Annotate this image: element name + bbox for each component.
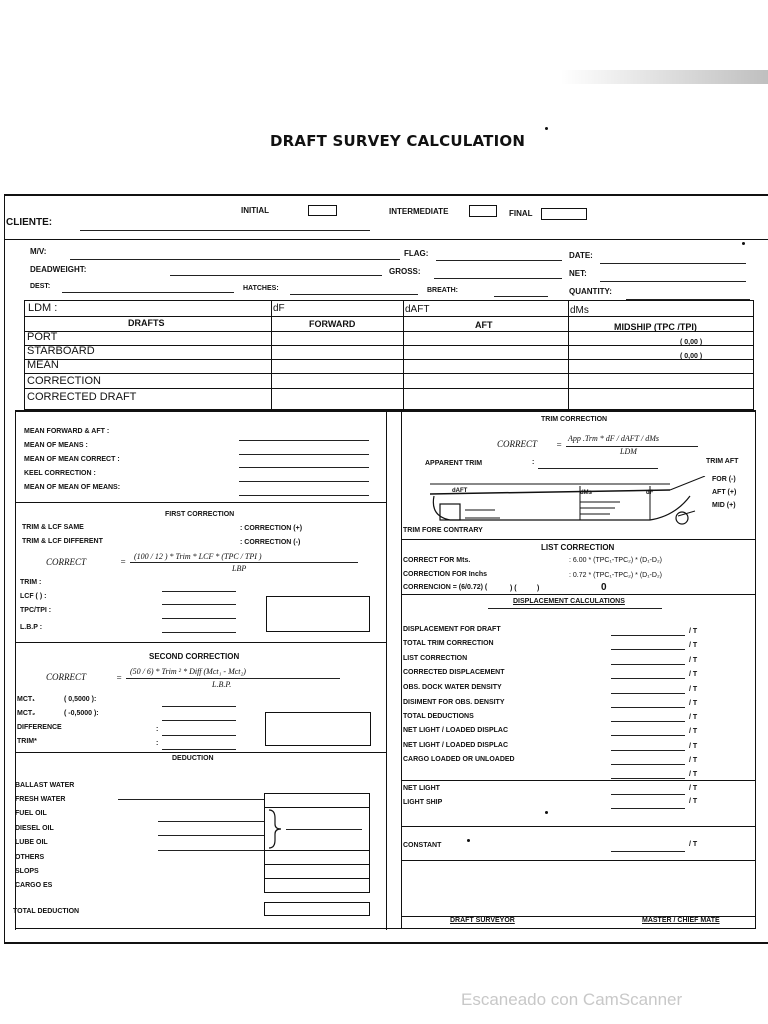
- mean-of-means: MEAN OF MEANS :: [24, 442, 88, 449]
- deduction-title: DEDUCTION: [172, 755, 214, 762]
- first-lbp-field[interactable]: [162, 632, 236, 633]
- net-light-label: NET LIGHT: [403, 785, 440, 792]
- mean-field-3[interactable]: [239, 467, 369, 468]
- disp-unit-5: / T: [689, 686, 698, 693]
- disp-item-5: OBS. DOCK WATER DENSITY: [403, 684, 502, 691]
- net-label: NET:: [569, 269, 587, 278]
- flag-label: FLAG:: [404, 249, 429, 258]
- mean-field-2[interactable]: [239, 454, 369, 455]
- row-mean: MEAN: [27, 359, 59, 371]
- flag-field[interactable]: [436, 260, 562, 261]
- initial-label: INITIAL: [241, 206, 269, 215]
- disp-field-10[interactable]: [611, 764, 685, 765]
- mean-field-5[interactable]: [239, 495, 369, 496]
- gross-label: GROSS:: [389, 267, 421, 276]
- first-lbp-label: L.B.P :: [20, 624, 43, 631]
- disp-unit-11: / T: [689, 771, 698, 778]
- correction-for-inchs: CORRECTION FOR Inchs: [403, 571, 488, 578]
- first-trim-label: TRIM :: [20, 579, 42, 586]
- disp-unit-6: / T: [689, 700, 698, 707]
- trim-correction-title: TRIM CORRECTION: [541, 416, 608, 423]
- lube-field[interactable]: [158, 850, 264, 851]
- disp-field-2[interactable]: [611, 649, 685, 650]
- diesel-field[interactable]: [158, 835, 264, 836]
- cliente-field[interactable]: [80, 230, 370, 231]
- ded-box-line-2: [264, 850, 370, 851]
- displacement-title-underline: [488, 608, 662, 609]
- ldm-label: LDM :: [28, 302, 58, 314]
- second-block-bottom: [15, 752, 386, 753]
- date-label: DATE:: [569, 251, 593, 260]
- col-midship: MIDSHIP (TPC /TPI): [614, 322, 697, 332]
- disp-unit-4: / T: [689, 671, 698, 678]
- trim-correct-label: CORRECT: [497, 439, 538, 449]
- first-eq: =: [120, 557, 127, 567]
- col-drafts: DRAFTS: [128, 318, 165, 328]
- constant-label: CONSTANT: [403, 842, 442, 849]
- disp-field-9[interactable]: [611, 750, 685, 751]
- body-left: [15, 410, 16, 930]
- mts-formula: : 6.00 * (TPC₁-TPC₂) * (D₁-D₂): [569, 557, 662, 564]
- disp-field-11[interactable]: [611, 778, 685, 779]
- correncion-mid: ) (: [510, 585, 517, 592]
- first-numerator: (100 / 12 ) * Trim * LCF * (TPC / TPI ): [134, 552, 262, 561]
- frame-bottom: [4, 942, 768, 944]
- speck-1: [545, 127, 548, 130]
- apparent-trim-label: APPARENT TRIM: [425, 460, 483, 467]
- bottom-inner: [15, 928, 756, 929]
- light-block-bottom: [401, 826, 755, 827]
- hatches-label: HATCHES:: [243, 285, 279, 292]
- ded-box-line-4: [264, 878, 370, 879]
- correction-plus: : CORRECTION (+): [240, 525, 303, 532]
- second-denominator: L.B.P.: [212, 680, 232, 689]
- row-line-3: [24, 345, 754, 346]
- disp-item-4: CORRECTED DISPLACEMENT: [403, 669, 505, 676]
- net-light-field[interactable]: [611, 794, 685, 795]
- correction-minus: : CORRECTION (-): [240, 539, 301, 546]
- deduction-lube: LUBE OIL: [15, 839, 48, 846]
- speck-2: [742, 242, 745, 245]
- right-col-left: [401, 410, 402, 928]
- second-trim-label: TRIM*: [17, 738, 37, 745]
- initial-checkbox[interactable]: [308, 205, 337, 216]
- first-tpc-field[interactable]: [162, 618, 236, 619]
- light-ship-unit: / T: [689, 798, 698, 805]
- constant-block-bottom: [401, 860, 755, 861]
- correct-for-mts: CORRECT FOR Mts.: [403, 557, 471, 564]
- disp-field-6[interactable]: [611, 707, 685, 708]
- frame-left: [4, 194, 5, 944]
- deduction-fuel: FUEL OIL: [15, 810, 47, 817]
- brace-icon: [266, 808, 286, 850]
- final-label: FINAL: [509, 209, 533, 218]
- trim-denominator: LDM: [620, 447, 637, 456]
- second-numerator: (50 / 6) * Trim ² * Diff (Mct₁ - Mct₂): [130, 667, 246, 676]
- difference-label: DIFFERENCE: [17, 724, 62, 731]
- first-correct-label: CORRECT: [46, 557, 87, 567]
- dest-label: DEST:: [30, 283, 51, 290]
- for-label: FOR (-): [712, 476, 736, 483]
- net-light-unit: / T: [689, 785, 698, 792]
- ballast-field[interactable]: [118, 799, 264, 800]
- mv-label: M/V:: [30, 247, 47, 256]
- first-trim-field[interactable]: [162, 591, 236, 592]
- first-block-bottom: [15, 642, 386, 643]
- body-right: [755, 410, 756, 928]
- list-block-bottom: [401, 594, 755, 595]
- constant-field[interactable]: [611, 851, 685, 852]
- mid-label: MID (+): [712, 502, 736, 509]
- second-correction-title: SECOND CORRECTION: [149, 652, 240, 661]
- trim-fore-contrary: TRIM FORE CONTRARY: [403, 527, 483, 534]
- keel-correction: KEEL CORRECTION :: [24, 470, 96, 477]
- apparent-trim-field[interactable]: [538, 468, 658, 469]
- mct1-value: ( 0,5000 ):: [64, 696, 97, 703]
- row-correction: CORRECTION: [27, 375, 101, 387]
- sketch-daft-label: dAFT: [452, 488, 468, 494]
- light-ship-field[interactable]: [611, 808, 685, 809]
- row-line-5: [24, 373, 754, 374]
- deduction-slops: SLOPS: [15, 868, 39, 875]
- daft-label: dAFT: [405, 304, 430, 315]
- header-divider: [4, 239, 768, 240]
- intermediate-checkbox[interactable]: [469, 205, 497, 217]
- sketch-dms-label: dMs: [580, 490, 592, 496]
- row-line-4: [24, 359, 754, 360]
- disp-unit-1: / T: [689, 628, 698, 635]
- difference-field[interactable]: [162, 735, 236, 736]
- scan-shadow: [560, 70, 768, 84]
- ded-box-line-3: [264, 864, 370, 865]
- hatches-field[interactable]: [290, 294, 418, 295]
- disp-unit-9: / T: [689, 743, 698, 750]
- deadweight-label: DEADWEIGHT:: [30, 265, 87, 274]
- deadweight-field[interactable]: [170, 275, 382, 276]
- disp-item-6: DISIMENT FOR OBS. DENSITY: [403, 699, 505, 706]
- disp-field-5[interactable]: [611, 693, 685, 694]
- brace-field[interactable]: [286, 829, 362, 830]
- first-fraction-bar: [130, 562, 358, 563]
- dest-field[interactable]: [62, 292, 234, 293]
- deduction-fresh: FRESH WATER: [15, 796, 66, 803]
- disp-item-8: NET LIGHT / LOADED DISPLAC: [403, 727, 508, 734]
- first-correction-title: FIRST CORRECTION: [165, 511, 235, 518]
- trim-aft-label: TRIM AFT: [706, 458, 739, 465]
- disp-item-2: TOTAL TRIM CORRECTION: [403, 640, 494, 647]
- deduction-others: OTHERS: [15, 854, 45, 861]
- disp-unit-8: / T: [689, 728, 698, 735]
- trim-lcf-different: TRIM & LCF DIFFERENT: [22, 538, 103, 545]
- gross-field[interactable]: [434, 278, 562, 279]
- second-fraction-bar: [126, 678, 340, 679]
- total-deduction-label: TOTAL DEDUCTION: [13, 908, 80, 915]
- mean-fwd-aft: MEAN FORWARD & AFT :: [24, 428, 110, 435]
- trim-colon: :: [156, 740, 159, 747]
- draft-surveyor-label: DRAFT SURVEYOR: [450, 917, 515, 924]
- difference-colon: :: [156, 726, 159, 733]
- first-lcf-field[interactable]: [162, 604, 236, 605]
- ship-trim-diagram: [420, 476, 710, 526]
- disp-field-3[interactable]: [611, 664, 685, 665]
- net-field[interactable]: [600, 281, 746, 282]
- disp-unit-3: / T: [689, 657, 698, 664]
- disp-item-3: LIST CORRECTION: [403, 655, 468, 662]
- disp-item-1: DISPLACEMENT FOR DRAFT: [403, 626, 501, 633]
- breath-label: BREATH:: [427, 287, 458, 294]
- disp-field-7[interactable]: [611, 721, 685, 722]
- starboard-midship-value[interactable]: ( 0,00 ): [680, 353, 703, 360]
- row-corrected-draft: CORRECTED DRAFT: [27, 391, 137, 403]
- correncion-label: CORRENCION = (6/0.72) (: [403, 584, 488, 591]
- constant-unit: / T: [689, 841, 698, 848]
- camscanner-watermark: Escaneado con CamScanner: [461, 990, 683, 1009]
- total-deduction-box[interactable]: [264, 902, 370, 916]
- first-denominator: LBP: [232, 564, 247, 573]
- dms-label: dMs: [570, 305, 589, 316]
- port-midship-value[interactable]: ( 0,00 ): [680, 339, 703, 346]
- trim-lcf-same: TRIM & LCF SAME: [22, 524, 84, 531]
- disp-field-1[interactable]: [611, 635, 685, 636]
- mct2-value: ( -0,5000 ):: [64, 710, 99, 717]
- master-label: MASTER / CHIEF MATE: [642, 917, 720, 924]
- df-label: dF: [273, 303, 285, 314]
- disp-unit-7: / T: [689, 714, 698, 721]
- inchs-formula: : 0.72 * (TPC₁-TPC₂) * (D₁-D₂): [569, 572, 662, 579]
- disp-block-bottom: [401, 780, 755, 781]
- disp-unit-10: / T: [689, 757, 698, 764]
- apparent-trim-colon: :: [532, 459, 535, 466]
- disp-field-8[interactable]: [611, 735, 685, 736]
- correncion-value: 0: [601, 582, 607, 593]
- cliente-label: CLIENTE:: [6, 217, 53, 228]
- intermediate-label: INTERMEDIATE: [389, 207, 449, 216]
- mean-field-1[interactable]: [239, 440, 369, 441]
- speck-3: [545, 811, 548, 814]
- row-starboard: STARBOARD: [27, 345, 95, 357]
- trim-numerator: App .Trm * dF / dAFT / dMs: [568, 434, 659, 443]
- first-tpc-label: TPC/TPI :: [20, 607, 52, 614]
- breath-field[interactable]: [494, 296, 548, 297]
- mean-field-4[interactable]: [239, 481, 369, 482]
- mean-of-mean-of-means: MEAN OF MEAN OF MEANS:: [24, 484, 121, 491]
- aft-label: AFT (+): [712, 489, 737, 496]
- row-line-6: [24, 388, 754, 389]
- list-correction-title: LIST CORRECTION: [541, 543, 615, 552]
- deduction-ballast: BALLAST WATER: [15, 782, 75, 789]
- disp-field-4[interactable]: [611, 678, 685, 679]
- sketch-df-label: dF: [646, 490, 654, 496]
- second-eq: =: [116, 673, 123, 683]
- date-field[interactable]: [600, 263, 746, 264]
- displacement-title: DISPLACEMENT CALCULATIONS: [513, 598, 625, 605]
- row-port: PORT: [27, 331, 58, 343]
- second-correct-label: CORRECT: [46, 672, 87, 682]
- body-center: [386, 410, 387, 930]
- row-line-1: [24, 316, 754, 317]
- second-trim-field[interactable]: [162, 749, 236, 750]
- means-bottom: [15, 502, 386, 503]
- disp-item-10: CARGO LOADED OR UNLOADED: [403, 756, 515, 763]
- light-ship-label: LIGHT SHIP: [403, 799, 443, 806]
- page-title: DRAFT SURVEY CALCULATION: [270, 132, 526, 150]
- speck-4: [467, 839, 470, 842]
- col-forward: FORWARD: [309, 319, 356, 329]
- first-correction-result-box[interactable]: [266, 596, 370, 632]
- frame-top: [4, 194, 768, 196]
- disp-unit-2: / T: [689, 642, 698, 649]
- first-lcf-label: LCF ( ) :: [20, 593, 47, 600]
- col-aft: AFT: [475, 320, 493, 330]
- mv-field[interactable]: [70, 259, 400, 260]
- final-checkbox[interactable]: [541, 208, 587, 220]
- mct2-field[interactable]: [162, 720, 236, 721]
- fuel-field[interactable]: [158, 821, 264, 822]
- mean-of-mean-correct: MEAN OF MEAN CORRECT :: [24, 456, 120, 463]
- disp-item-9: NET LIGHT / LOADED DISPLAC: [403, 742, 508, 749]
- mct1-field[interactable]: [162, 706, 236, 707]
- mct2-label: MCT₂: [17, 710, 36, 717]
- correncion-end: ): [537, 585, 540, 592]
- quantity-label: QUANTITY:: [569, 287, 612, 296]
- trim-eq: =: [556, 440, 563, 450]
- mct1-label: MCT₁: [17, 696, 36, 703]
- disp-item-7: TOTAL DEDUCTIONS: [403, 713, 474, 720]
- deduction-diesel: DIESEL OIL: [15, 825, 54, 832]
- deduction-cargo: CARGO ES: [15, 882, 53, 889]
- trim-block-bottom: [401, 539, 755, 540]
- second-correction-result-box[interactable]: [265, 712, 371, 746]
